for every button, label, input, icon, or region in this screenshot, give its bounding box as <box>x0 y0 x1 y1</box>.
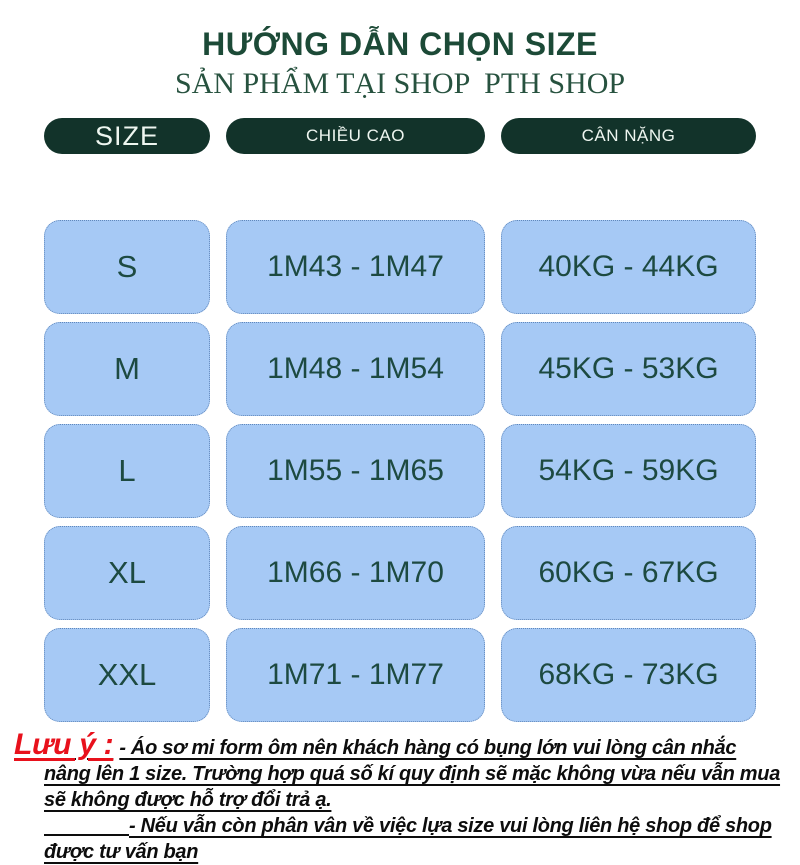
table-cell-size-l: L <box>44 424 210 518</box>
note-section <box>0 728 800 865</box>
table-cell-weight-xxl: 68KG - 73KG <box>501 628 756 722</box>
note-text-1: - Áo sơ mi form ôm nên khách hàng có bụng lớn vui lòng cân nhắc <box>119 737 737 759</box>
note-label: Lưu ý : <box>14 728 114 761</box>
table-cell-height-xl: 1M66 - 1M70 <box>226 526 485 620</box>
page-subtitle: SẢN PHẨM TẠI SHOP PTH SHOP <box>174 67 626 100</box>
table-cell-size-s: S <box>44 220 210 314</box>
note-text-4: - Nếu vẫn còn phân vân về việc lựa size vui lòng liên hệ shop để shop <box>129 815 772 837</box>
table-cell-size-xl: XL <box>44 526 210 620</box>
column-header-weight: CÂN NẶNG <box>501 118 756 154</box>
table-cell-height-s: 1M43 - 1M47 <box>226 220 485 314</box>
table-cell-size-m: M <box>44 322 210 416</box>
note-line-4 <box>14 813 800 839</box>
column-header-height: CHIỀU CAO <box>226 118 485 154</box>
note-line-3: sẽ không được hỗ trợ đổi trả ạ. <box>44 789 332 811</box>
table-cell-weight-m: 45KG - 53KG <box>501 322 756 416</box>
page-header <box>0 0 800 102</box>
table-cell-height-xxl: 1M71 - 1M77 <box>226 628 485 722</box>
note-line-2: nâng lên 1 size. Trường hợp quá số kí quy định sẽ mặc không vừa nếu vẫn mua <box>44 763 781 785</box>
table-cell-weight-xl: 60KG - 67KG <box>501 526 756 620</box>
table-cell-weight-l: 54KG - 59KG <box>501 424 756 518</box>
size-guide-table <box>44 118 756 722</box>
column-header-size: SIZE <box>44 118 210 154</box>
underline-indent <box>44 814 129 836</box>
table-cell-height-m: 1M48 - 1M54 <box>226 322 485 416</box>
table-cell-size-xxl: XXL <box>44 628 210 722</box>
table-cell-weight-s: 40KG - 44KG <box>501 220 756 314</box>
table-cell-height-l: 1M55 - 1M65 <box>226 424 485 518</box>
note-line-1 <box>14 728 800 761</box>
page-title: HƯỚNG DẪN CHỌN SIZE <box>202 26 598 62</box>
note-line-5: được tư vấn bạn <box>44 841 199 863</box>
